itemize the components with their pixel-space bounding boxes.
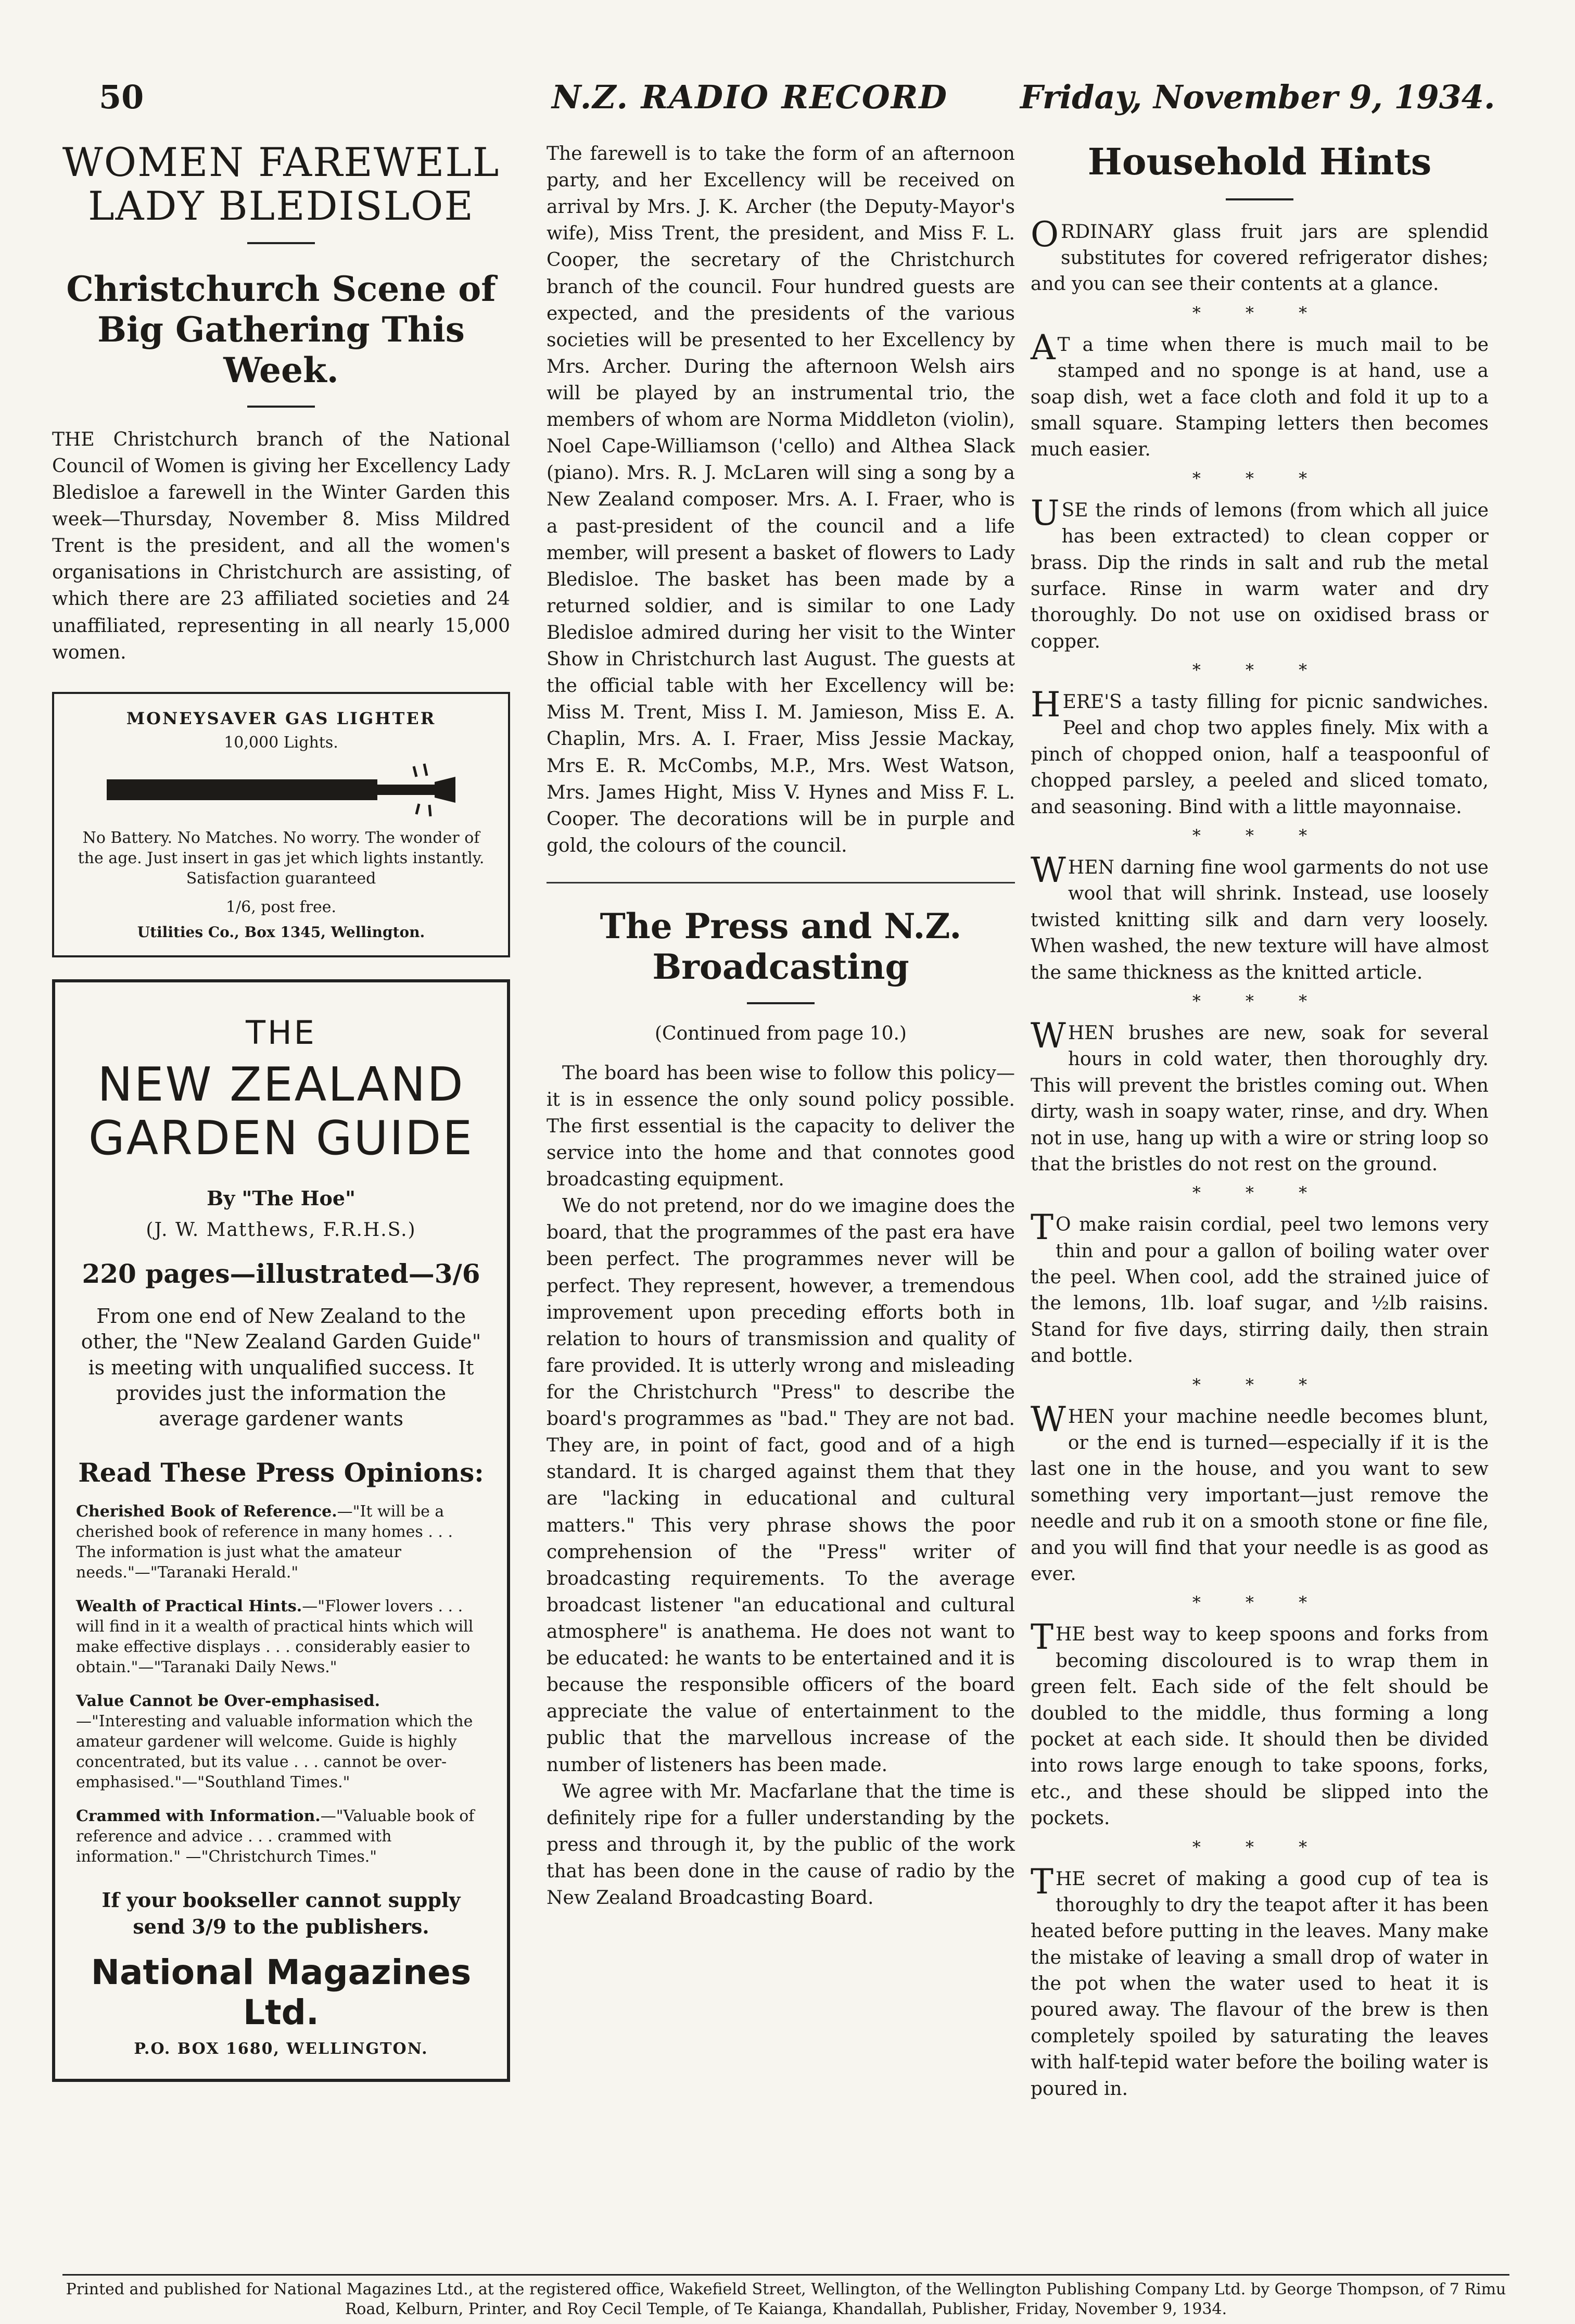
hint-text: RDINARY glass fruit jars are splendid substitutes for covered refrigerator dishes; and you can see their contents at a glance. — [1031, 221, 1489, 295]
page-number: 50 — [99, 78, 144, 116]
farewell-title: WOMEN FAREWELL LADY BLEDISLOE — [62, 139, 500, 229]
column-right — [1031, 141, 1489, 2102]
gas-lighter-illustration — [101, 761, 461, 818]
ad-garden-the: THE — [246, 1013, 316, 1052]
star-separator: * * * — [1192, 1183, 1327, 1203]
divider — [247, 406, 315, 408]
hint-item — [1031, 1861, 1489, 2103]
divider — [1226, 198, 1293, 200]
ad-garden-title: NEW ZEALAND GARDEN GUIDE — [88, 1057, 474, 1166]
star-separator: * * * — [1192, 1593, 1327, 1613]
hint-item — [1031, 1399, 1489, 1588]
star-separator: * * * — [1192, 468, 1327, 488]
star-separator: * * * — [1192, 1374, 1327, 1395]
drop-cap: T — [1031, 1861, 1054, 1902]
ad-garden-read: Read These Press Opinions: — [78, 1457, 484, 1488]
ad-lighter-lights: 10,000 Lights. — [224, 733, 338, 752]
drop-cap: H — [1031, 685, 1061, 725]
drop-cap: W — [1031, 1399, 1066, 1439]
press-paragraph: We do not pretend, nor do we imagine does the board, that the programmes of the past era have been perfect. The programmes never will be perfect. They represent, however, a tremendous improvement upon preceding efforts both in relation to hours of transmission and quality of fare provided. It is utterly wrong and misleading for the Christchurch "Press" to describe the board's programmes as "bad." They are not bad. They are, in point of fact, good and of a high standard. It is charged against them that they are "lacking in educational and cultural matters." This very phrase shows the poor comprehension of the "Press" writer of broadcasting requirements. To the average broadcast listener "an educational and cultural atmosphere" is anathema. He does not want to be educated: he wants to be entertained and it is because the responsible officers of the board appreciate the value of entertainment to the public that the marvellous increase of the number of listeners has been made. — [547, 1195, 1015, 1776]
ad-garden-pages: 220 pages—illustrated—3/6 — [82, 1258, 480, 1289]
opinion-text: —"It will be a cherished book of reference in many homes . . . The information is just what the amateur needs."—"Taranaki Herald." — [76, 1502, 453, 1582]
hint-item — [1031, 327, 1489, 463]
ad-lighter-body: No Battery. No Matches. No worry. The wonder of the age. Just insert in gas jet which lights instantly. Satisfaction guaranteed — [78, 828, 485, 888]
farewell-continued: The farewell is to take the form of an afternoon party, and her Excellency will be received on arrival by Mrs. J. K. Archer (the Deputy-Mayor's wife), Miss Trent, the president, and Miss F. L. Cooper, the secretary of the Christchurch branch of the council. Four hundred guests are expected, and the presidents of the various societies will be presented to her Excellency by Mrs. Archer. During the afternoon Welsh airs will be played by an instrumental trio, the members of whom are Norma Middleton (violin), Noel Cape-Williamson ('cello) and Althea Slack (piano). Mrs. R. J. McLaren will sing a song by a New Zealand composer. Mrs. A. I. Fraer, who is a past-president of the council and a life member, will present a basket of flowers to Lady Bledisloe. The basket has been made by a returned soldier, and is similar to one Lady Bledisloe admired during her visit to the Winter Show in Christchurch last August. The guests at the official table with her Excellency will be: Miss M. Trent, Miss I. M. Jamieson, Miss E. A. Chaplin, Mrs. A. I. Fraer, Miss Jessie Mackay, Mrs E. R. McCombs, M.P., Mrs. West Watson, Mrs. James Hight, Miss V. Hynes and Miss F. L. Cooper. The decorations will be in purple and gold, the colours of the council. — [547, 143, 1015, 856]
magazine-title: N.Z. RADIO RECORD — [552, 78, 948, 116]
hint-item — [1031, 1617, 1489, 1832]
star-separator: * * * — [1192, 826, 1327, 846]
star-separator: * * * — [1192, 991, 1327, 1011]
drop-cap: T — [1031, 1617, 1054, 1658]
press-opinion — [76, 1806, 486, 1867]
hint-text: HE secret of making a good cup of tea is thoroughly to dry the teapot after it has been heated before putting in the leaves. Many make the mistake of leaving a small drop of water in the pot when the water used to heat it is poured away. The flavour of the brew is then completely spoiled by saturating the leaves with half-tepid water before the boiling water is poured in. — [1031, 1868, 1489, 2100]
opinion-head: Cherished Book of Reference. — [76, 1502, 337, 1521]
gas-lighter-icon — [101, 761, 461, 818]
ad-garden-by: By "The Hoe" — [207, 1186, 355, 1210]
drop-cap: T — [1031, 1207, 1054, 1248]
opinion-head: Wealth of Practical Hints. — [76, 1597, 302, 1615]
ad-garden-cta: If your bookseller cannot supply send 3/9 to the publishers. — [101, 1888, 461, 1939]
issue-date: Friday, November 9, 1934. — [1020, 78, 1495, 116]
divider — [747, 1002, 815, 1004]
ad-lighter-title: MONEYSAVER GAS LIGHTER — [126, 708, 436, 728]
star-separator: * * * — [1192, 302, 1327, 323]
hint-item — [1031, 685, 1489, 820]
hint-text: HE best way to keep spoons and forks from becoming discoloured is to wrap them in green felt. Each side of the felt should be doubled to the middle, thus forming a long pocket at each side. It should then be divided into rows large enough to take spoons, forks, etc., and these should be slipped into the pockets. — [1031, 1624, 1489, 1829]
gas-lighter-ad — [52, 692, 510, 957]
divider — [247, 242, 315, 244]
hint-item — [1031, 850, 1489, 986]
press-paragraph: The board has been wise to follow this policy—it is in essence the only sound policy possible. The first essential is the capacity to deliver the service into the home and that connotes good broadcasting equipment. — [547, 1062, 1015, 1191]
hint-item — [1031, 492, 1489, 655]
hint-text: HEN darning fine wool garments do not use wool that will shrink. Instead, use loosely twisted knitting silk and darn very loosely. When washed, the new texture will have almost the same thickness as the knitted article. — [1031, 857, 1489, 983]
press-opinion — [76, 1691, 486, 1792]
imprint-footer: Printed and published for National Magazines Ltd., at the registered office, Wakefield Street, Wellington, of the Wellington Publishing Company Ltd. by George Thompson, of 7 Rimu Road, Kelburn, Printer, and Roy Cecil Temple, of Te Kaianga, Khandallah, Publisher, Friday, November 9, 1934. — [62, 2274, 1509, 2319]
hints-title: Household Hints — [1087, 140, 1432, 183]
ad-garden-address: P.O. BOX 1680, WELLINGTON. — [134, 2040, 428, 2058]
drop-cap: A — [1031, 327, 1056, 368]
opinion-text: —"Interesting and valuable information which the amateur gardener will welcome. Guide is highly concentrated, but its value . . . cannot be over-emphasised."—"Southland Times." — [76, 1712, 473, 1791]
hint-item — [1031, 1207, 1489, 1369]
section-divider — [547, 882, 1015, 883]
opinion-head: Crammed with Information. — [76, 1807, 321, 1825]
drop-cap: O — [1031, 214, 1059, 255]
opinion-text: —"Valuable book of reference and advice . . . crammed with information." —"Christchurch Times." — [76, 1807, 475, 1866]
press-opinion — [76, 1596, 486, 1677]
column-left — [52, 141, 510, 2082]
opinion-head: Value Cannot be Over-emphasised. — [76, 1691, 380, 1710]
hint-text: SE the rinds of lemons (from which all juice has been extracted) to clean copper or brass. Dip the rinds in salt and rub the metal surface. Rinse in warm water and dry thoroughly. Do not use on oxidised brass or copper. — [1031, 499, 1489, 652]
ad-garden-author: (J. W. Matthews, F.R.H.S.) — [146, 1219, 416, 1241]
farewell-subtitle: Christchurch Scene of Big Gathering This Week. — [66, 269, 496, 390]
hint-text: HEN brushes are new, soak for several hours in cold water, then thoroughly dry. This will prevent the bristles coming out. When dirty, wash in soapy water, rinse, and dry. When not in use, hang up with a wire or string loop so that the bristles do not rest on the ground. — [1031, 1022, 1489, 1175]
hint-item — [1031, 214, 1489, 298]
press-opinion — [76, 1501, 486, 1583]
press-continued: (Continued from page 10.) — [655, 1022, 907, 1044]
hint-text: T a time when there is much mail to be stamped and no sponge is at hand, use a soap dish, wet a face cloth and fold it up to a small square. Stamping letters then becomes much easier. — [1031, 334, 1489, 461]
hint-text: HEN your machine needle becomes blunt, or the end is turned—especially if it is the last one in the house, and you want to sew something very important—just remove the needle and rub it on a smooth stone or fine file, and you will find that your needle is as good as ever. — [1031, 1406, 1489, 1585]
farewell-body: THE Christchurch branch of the National Council of Women is giving her Excellency Lady Bledisloe a farewell in the Winter Garden this week—Thursday, November 8. Miss Mildred Trent is the president, and all the women's organisations in Christchurch are assisting, of which there are 23 affiliated societies and 24 unaffiliated, representing in all nearly 15,000 women. — [52, 428, 510, 663]
ad-lighter-price: 1/6, post free. — [225, 898, 337, 916]
ad-garden-publisher: National Magazines Ltd. — [91, 1952, 472, 2033]
press-paragraph: We agree with Mr. Macfarlane that the time is definitely ripe for a fuller understanding by the press and through it, by the public of the work that has been done in the cause of radio by the New Zealand Broadcasting Board. — [547, 1780, 1015, 1909]
ad-garden-blurb: From one end of New Zealand to the other, the "New Zealand Garden Guide" is meeting with unqualified success. It provides just the information the average gardener wants — [81, 1304, 481, 1431]
hint-text: ERE'S a tasty filling for picnic sandwiches. Peel and chop two apples finely. Mix with a pinch of chopped onion, half a teaspoonful of chopped parsley, a peeled and sliced tomato, and seasoning. Bind with a little mayonnaise. — [1031, 691, 1489, 818]
star-separator: * * * — [1192, 660, 1327, 680]
ad-lighter-company: Utilities Co., Box 1345, Wellington. — [137, 923, 425, 941]
garden-guide-ad — [52, 979, 510, 2082]
hint-item — [1031, 1015, 1489, 1178]
star-separator: * * * — [1192, 1837, 1327, 1857]
press-title: The Press and N.Z. Broadcasting — [600, 905, 962, 987]
drop-cap: U — [1031, 492, 1060, 533]
column-middle — [547, 141, 1015, 1911]
drop-cap: W — [1031, 850, 1066, 891]
hint-text: O make raisin cordial, peel two lemons very thin and pour a gallon of boiling water over the peel. When cool, add the strained juice of the lemons, 1lb. loaf sugar, and ½lb raisins. Stand for five days, stirring daily, then strain and bottle. — [1031, 1214, 1489, 1367]
drop-cap: W — [1031, 1015, 1066, 1056]
opinion-text: —"Flower lovers . . . will find in it a wealth of practical hints which will make effective displays . . . considerably easier to obtain."—"Taranaki Daily News." — [76, 1597, 474, 1676]
